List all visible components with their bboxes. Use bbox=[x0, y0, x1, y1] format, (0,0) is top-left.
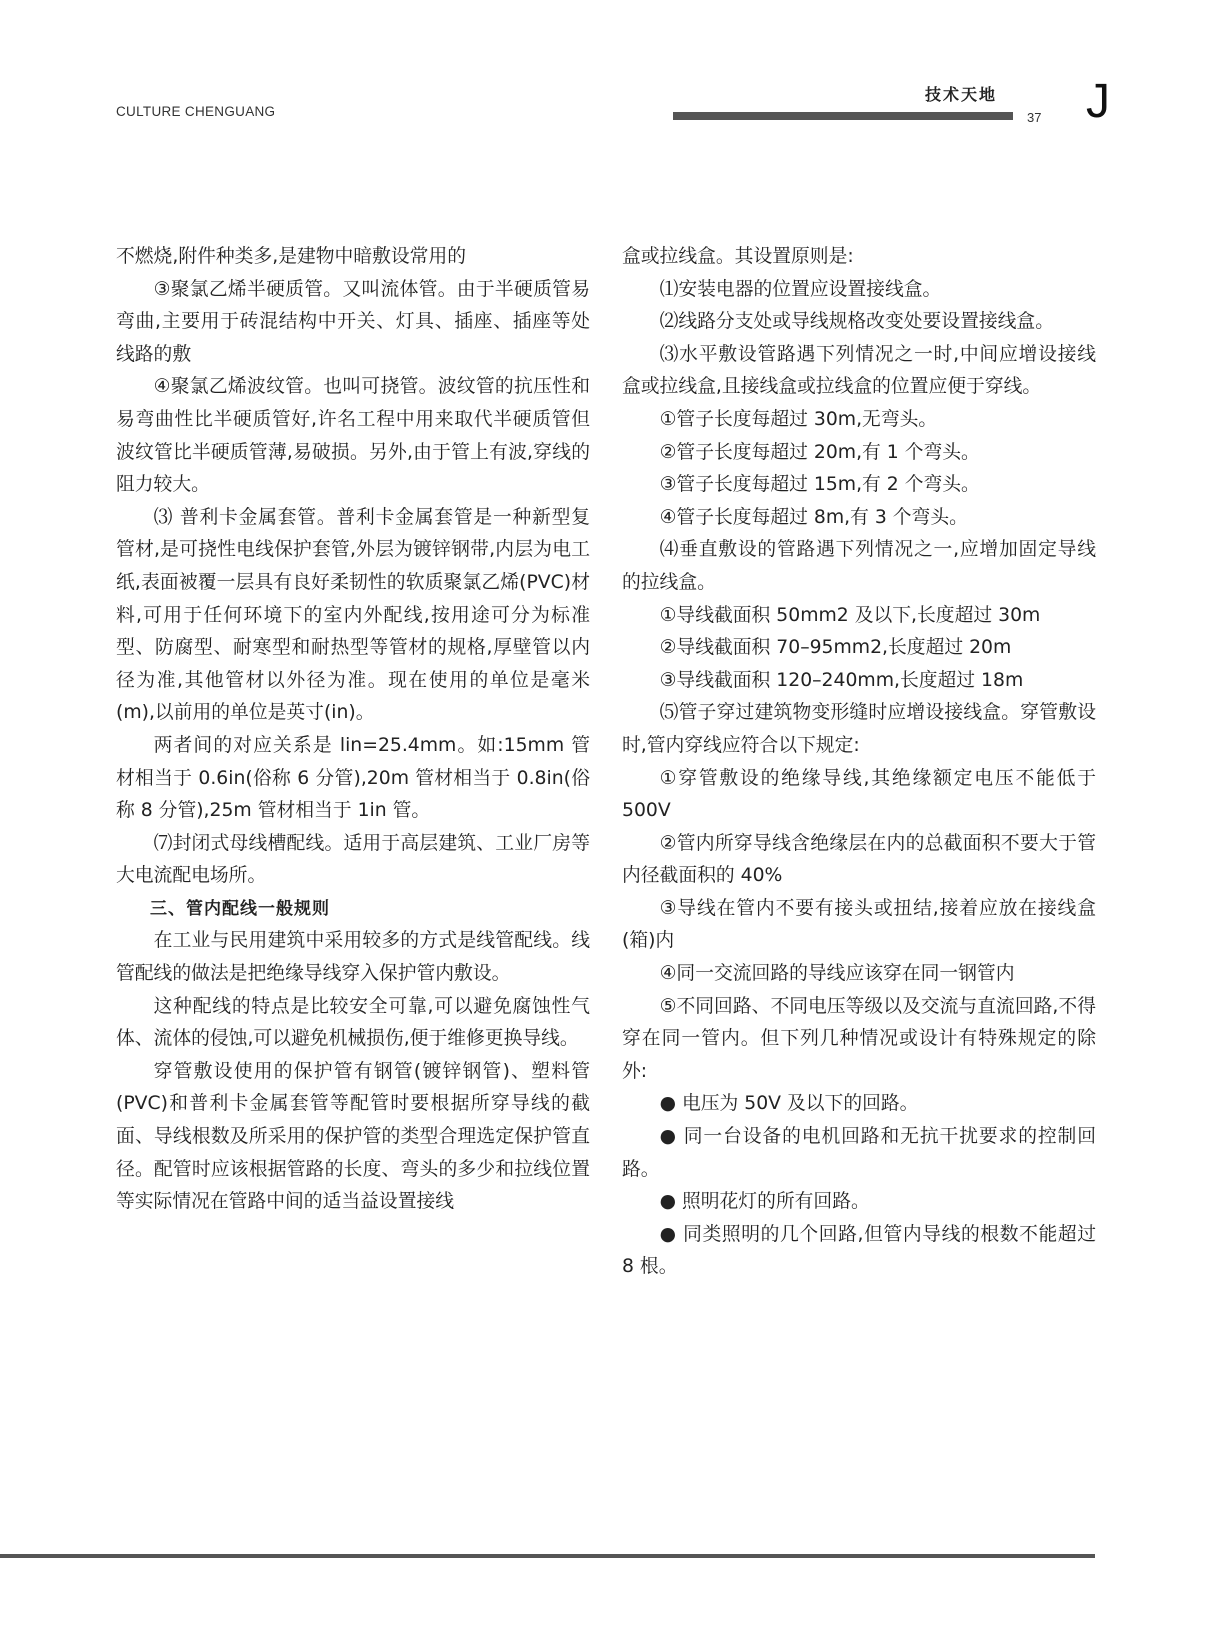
paragraph: ● 同类照明的几个回路,但管内导线的根数不能超过 8 根。 bbox=[622, 1223, 1096, 1278]
paragraph: ● 同一台设备的电机回路和无抗干扰要求的控制回路。 bbox=[622, 1126, 1096, 1180]
left-column bbox=[116, 241, 590, 1219]
paragraph: ④聚氯乙烯波纹管。也叫可挠管。波纹管的抗压性和易弯曲性比半硬质管好,许名工程中用来取代半硬质管但波纹管比半硬质管薄,易破损。另外,由于管上有波,穿线的阻力较大。 bbox=[116, 376, 590, 496]
paragraph: ● 照明花灯的所有回路。 bbox=[659, 1191, 870, 1213]
paragraph: ①穿管敷设的绝缘导线,其绝缘额定电压不能低于 500V bbox=[622, 767, 1096, 822]
paragraph: 两者间的对应关系是 lin=25.4mm。如:15mm 管材相当于 0.6in(俗称 6 分管),20m 管材相当于 0.8in(俗称 8 分管),25m 管材相当于 1in 管。 bbox=[116, 734, 590, 822]
paragraph: ⑸管子穿过建筑物变形缝时应增设接线盒。穿管敷设时,管内穿线应符合以下规定: bbox=[622, 702, 1096, 756]
paragraph: ③导线在管内不要有接头或扭结,接着应放在接线盒(箱)内 bbox=[622, 897, 1096, 952]
paragraph: ③聚氯乙烯半硬质管。又叫流体管。由于半硬质管易弯曲,主要用于砖混结构中开关、灯具、插座、插座等处线路的敷 bbox=[116, 278, 590, 365]
page-number: 37 bbox=[1027, 110, 1042, 125]
paragraph: 穿管敷设使用的保护管有钢管(镀锌钢管)、塑料管(PVC)和普利卡金属套管等配管时要根据所穿导线的截面、导线根数及所采用的保护管的类型合理选定保护管直径。配管时应该根据管路的长度、弯头的多少和拉线位置等实际情况在管路中间的适当益设置接线 bbox=[116, 1060, 590, 1213]
section-letter: J bbox=[1086, 75, 1110, 128]
paragraph: ⑶ 普利卡金属套管。普利卡金属套管是一种新型复管材,是可挠性电线保护套管,外层为镀锌钢带,内层为电工纸,表面被覆一层具有良好柔韧性的软质聚氯乙烯(PVC)材料,可用于任何环境下的室内外配线,按用途可分为标准型、防腐型、耐寒型和耐热型等管材的规格,厚壁管以内径为准,其他管材以外径为准。现在使用的单位是毫米(m),以前用的单位是英寸(in)。 bbox=[116, 506, 590, 724]
paragraph: ②管子长度每超过 20m,有 1 个弯头。 bbox=[659, 441, 980, 463]
paragraph: ● 电压为 50V 及以下的回路。 bbox=[659, 1093, 919, 1115]
header-rule bbox=[673, 112, 1013, 120]
paragraph: ③导线截面积 120–240mm,长度超过 18m bbox=[659, 669, 1024, 691]
paragraph: ①管子长度每超过 30m,无弯头。 bbox=[659, 408, 938, 430]
paragraph: ②导线截面积 70–95mm2,长度超过 20m bbox=[659, 637, 1012, 659]
paragraph: 盒或拉线盒。其设置原则是: bbox=[622, 246, 854, 267]
magazine-name: CULTURE CHENGUANG bbox=[116, 104, 276, 119]
footer-rule bbox=[0, 1554, 1095, 1558]
paragraph: 在工业与民用建筑中采用较多的方式是线管配线。线管配线的做法是把绝缘导线穿入保护管内敷设。 bbox=[116, 930, 590, 985]
paragraph: ⑵线路分支处或导线规格改变处要设置接线盒。 bbox=[659, 311, 1054, 333]
paragraph: ①导线截面积 50mm2 及以下,长度超过 30m bbox=[659, 604, 1041, 626]
section-heading: 三、管内配线一般规则 bbox=[150, 898, 330, 919]
paragraph: 不燃烧,附件种类多,是建物中暗敷设常用的 bbox=[116, 246, 467, 267]
paragraph: 这种配线的特点是比较安全可靠,可以避免腐蚀性气体、流体的侵蚀,可以避免机械损伤,便于维修更换导线。 bbox=[116, 995, 590, 1050]
paragraph: ⑶水平敷设管路遇下列情况之一时,中间应增设接线盒或拉线盒,且接线盒或拉线盒的位置应便于穿线。 bbox=[622, 343, 1096, 398]
paragraph: ④同一交流回路的导线应该穿在同一钢管内 bbox=[659, 963, 1015, 985]
paragraph: ③管子长度每超过 15m,有 2 个弯头。 bbox=[659, 474, 980, 496]
paragraph: ②管内所穿导线含绝缘层在内的总截面积不要大于管内径截面积的 40% bbox=[622, 832, 1096, 887]
paragraph: ④管子长度每超过 8m,有 3 个弯头。 bbox=[659, 506, 968, 528]
paragraph: ⑺封闭式母线槽配线。适用于高层建筑、工业厂房等大电流配电场所。 bbox=[116, 832, 590, 887]
paragraph: ⑴安装电器的位置应设置接线盒。 bbox=[659, 278, 942, 300]
right-column bbox=[622, 241, 1096, 1284]
paragraph: ⑤不同回路、不同电压等级以及交流与直流回路,不得穿在同一管内。但下列几种情况或设计有特殊规定的除外: bbox=[622, 995, 1096, 1082]
section-title: 技术天地 bbox=[925, 85, 998, 104]
paragraph: ⑷垂直敷设的管路遇下列情况之一,应增加固定导线的拉线盒。 bbox=[622, 539, 1096, 593]
